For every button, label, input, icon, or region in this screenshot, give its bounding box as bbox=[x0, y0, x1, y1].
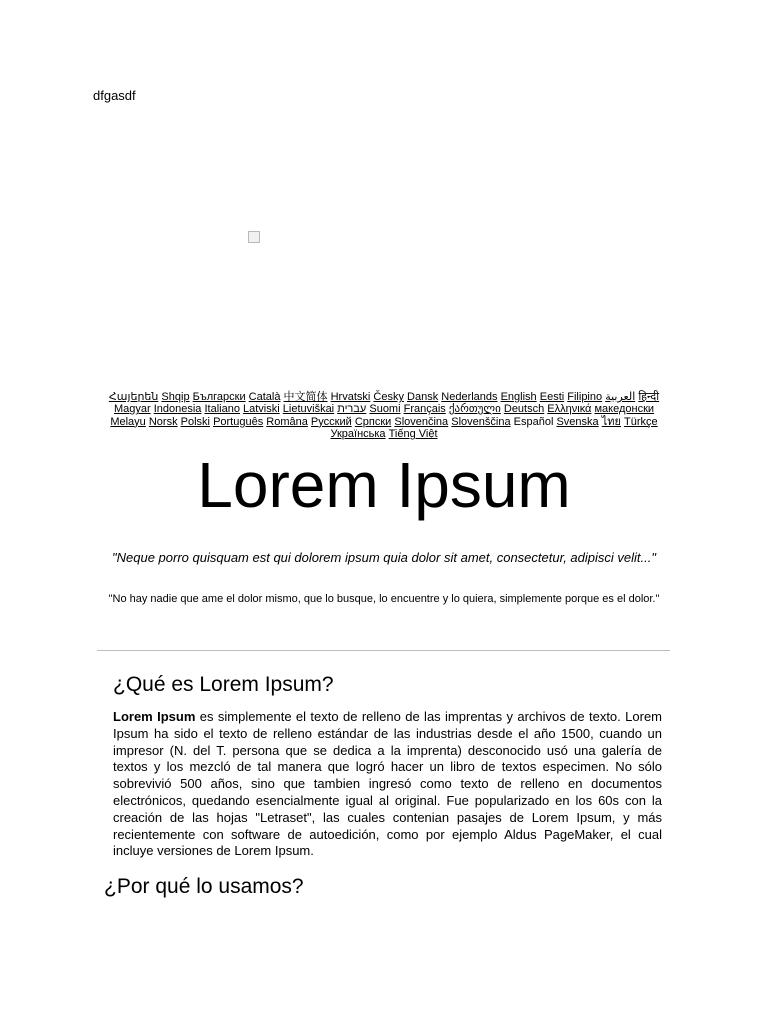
language-link[interactable]: Српски bbox=[354, 415, 392, 428]
top-text: dfgasdf bbox=[93, 88, 136, 103]
language-link[interactable]: Български bbox=[192, 391, 246, 403]
language-link[interactable]: Ελληνικά bbox=[547, 403, 592, 416]
section-body-what bbox=[113, 709, 662, 860]
language-current: Español bbox=[513, 415, 554, 428]
spanish-quote: "No hay nadie que ame el dolor mismo, que lo busque, lo encuentre y lo quiera, simplemente porque es el dolor." bbox=[108, 593, 660, 605]
language-link[interactable]: Pусский bbox=[310, 415, 352, 428]
language-link[interactable]: हिन्दी bbox=[638, 391, 660, 403]
language-link[interactable]: العربية bbox=[605, 391, 636, 403]
language-link[interactable]: Türkçe bbox=[624, 415, 658, 428]
page-title: Lorem Ipsum bbox=[197, 449, 571, 521]
section-title-what: ¿Qué es Lorem Ipsum? bbox=[113, 673, 334, 696]
language-link[interactable]: Polski bbox=[180, 415, 210, 428]
body-text: es simplemente el texto de relleno de las imprentas y archivos de texto. Lorem Ipsum ha sido el texto de relleno estándar de las industrias desde el año 1500, cuando un impresor (N. del T. persona que se dedica a la imprenta) desconocido usó una galería de textos y los mezcló de tal manera que logró hacer un libro de textos especimen. No sólo sobrevivió 500 años, sino que tambien ingresó como texto de relleno en documentos electrónicos, quedando esencialmente igual al original. Fue popularizado en los 60s con la creación de las hojas "Letraset", las cuales contenian pasajes de Lorem Ipsum, y más recientemente con software de autoedición, como por ejemplo Aldus PageMaker, el cual incluye versiones de Lorem Ipsum. bbox=[113, 709, 662, 859]
language-link[interactable]: English bbox=[500, 391, 537, 403]
section-title-why: ¿Por qué lo usamos? bbox=[104, 875, 304, 898]
language-link[interactable]: Català bbox=[248, 391, 281, 403]
language-link[interactable]: Latviski bbox=[243, 403, 280, 416]
language-link[interactable]: Français bbox=[403, 403, 446, 416]
language-link[interactable]: Nederlands bbox=[441, 391, 498, 403]
language-link[interactable]: Italiano bbox=[204, 403, 240, 416]
language-list bbox=[104, 391, 664, 441]
broken-image-icon bbox=[248, 231, 260, 243]
language-link[interactable]: ไทย bbox=[601, 415, 621, 428]
language-link[interactable]: ქართული bbox=[448, 403, 501, 416]
language-link[interactable]: Slovenščina bbox=[451, 415, 511, 428]
language-link[interactable]: Українська bbox=[330, 428, 386, 441]
language-link[interactable]: Româna bbox=[266, 415, 308, 428]
language-link[interactable]: Lietuviškai bbox=[282, 403, 335, 416]
language-link[interactable]: Slovenčina bbox=[394, 415, 449, 428]
language-link[interactable]: македонски bbox=[594, 403, 655, 416]
language-link[interactable]: Filipino bbox=[567, 391, 603, 403]
language-link[interactable]: עברית bbox=[337, 403, 367, 416]
language-link[interactable]: Tiếng Việt bbox=[388, 428, 438, 441]
language-link[interactable]: Melayu bbox=[110, 415, 146, 428]
language-link[interactable]: Dansk bbox=[407, 391, 439, 403]
language-link[interactable]: Eesti bbox=[539, 391, 565, 403]
language-link[interactable]: Česky bbox=[373, 391, 404, 403]
language-link[interactable]: Indonesia bbox=[153, 403, 202, 416]
language-link[interactable]: Hrvatski bbox=[330, 391, 371, 403]
language-link[interactable]: Magyar bbox=[113, 403, 151, 416]
language-link[interactable]: Norsk bbox=[148, 415, 178, 428]
language-link[interactable]: Shqip bbox=[161, 391, 190, 403]
language-link[interactable]: Svenska bbox=[556, 415, 599, 428]
language-link[interactable]: 中文简体 bbox=[283, 391, 328, 403]
language-link[interactable]: Suomi bbox=[369, 403, 401, 416]
language-link[interactable]: Հայերեն bbox=[108, 391, 159, 403]
divider bbox=[97, 650, 670, 651]
language-link[interactable]: Português bbox=[213, 415, 264, 428]
latin-quote: "Neque porro quisquam est qui dolorem ipsum quia dolor sit amet, consectetur, adipisci velit..." bbox=[112, 550, 656, 565]
language-link[interactable]: Deutsch bbox=[503, 403, 545, 416]
body-lead-bold: Lorem Ipsum bbox=[113, 709, 196, 724]
